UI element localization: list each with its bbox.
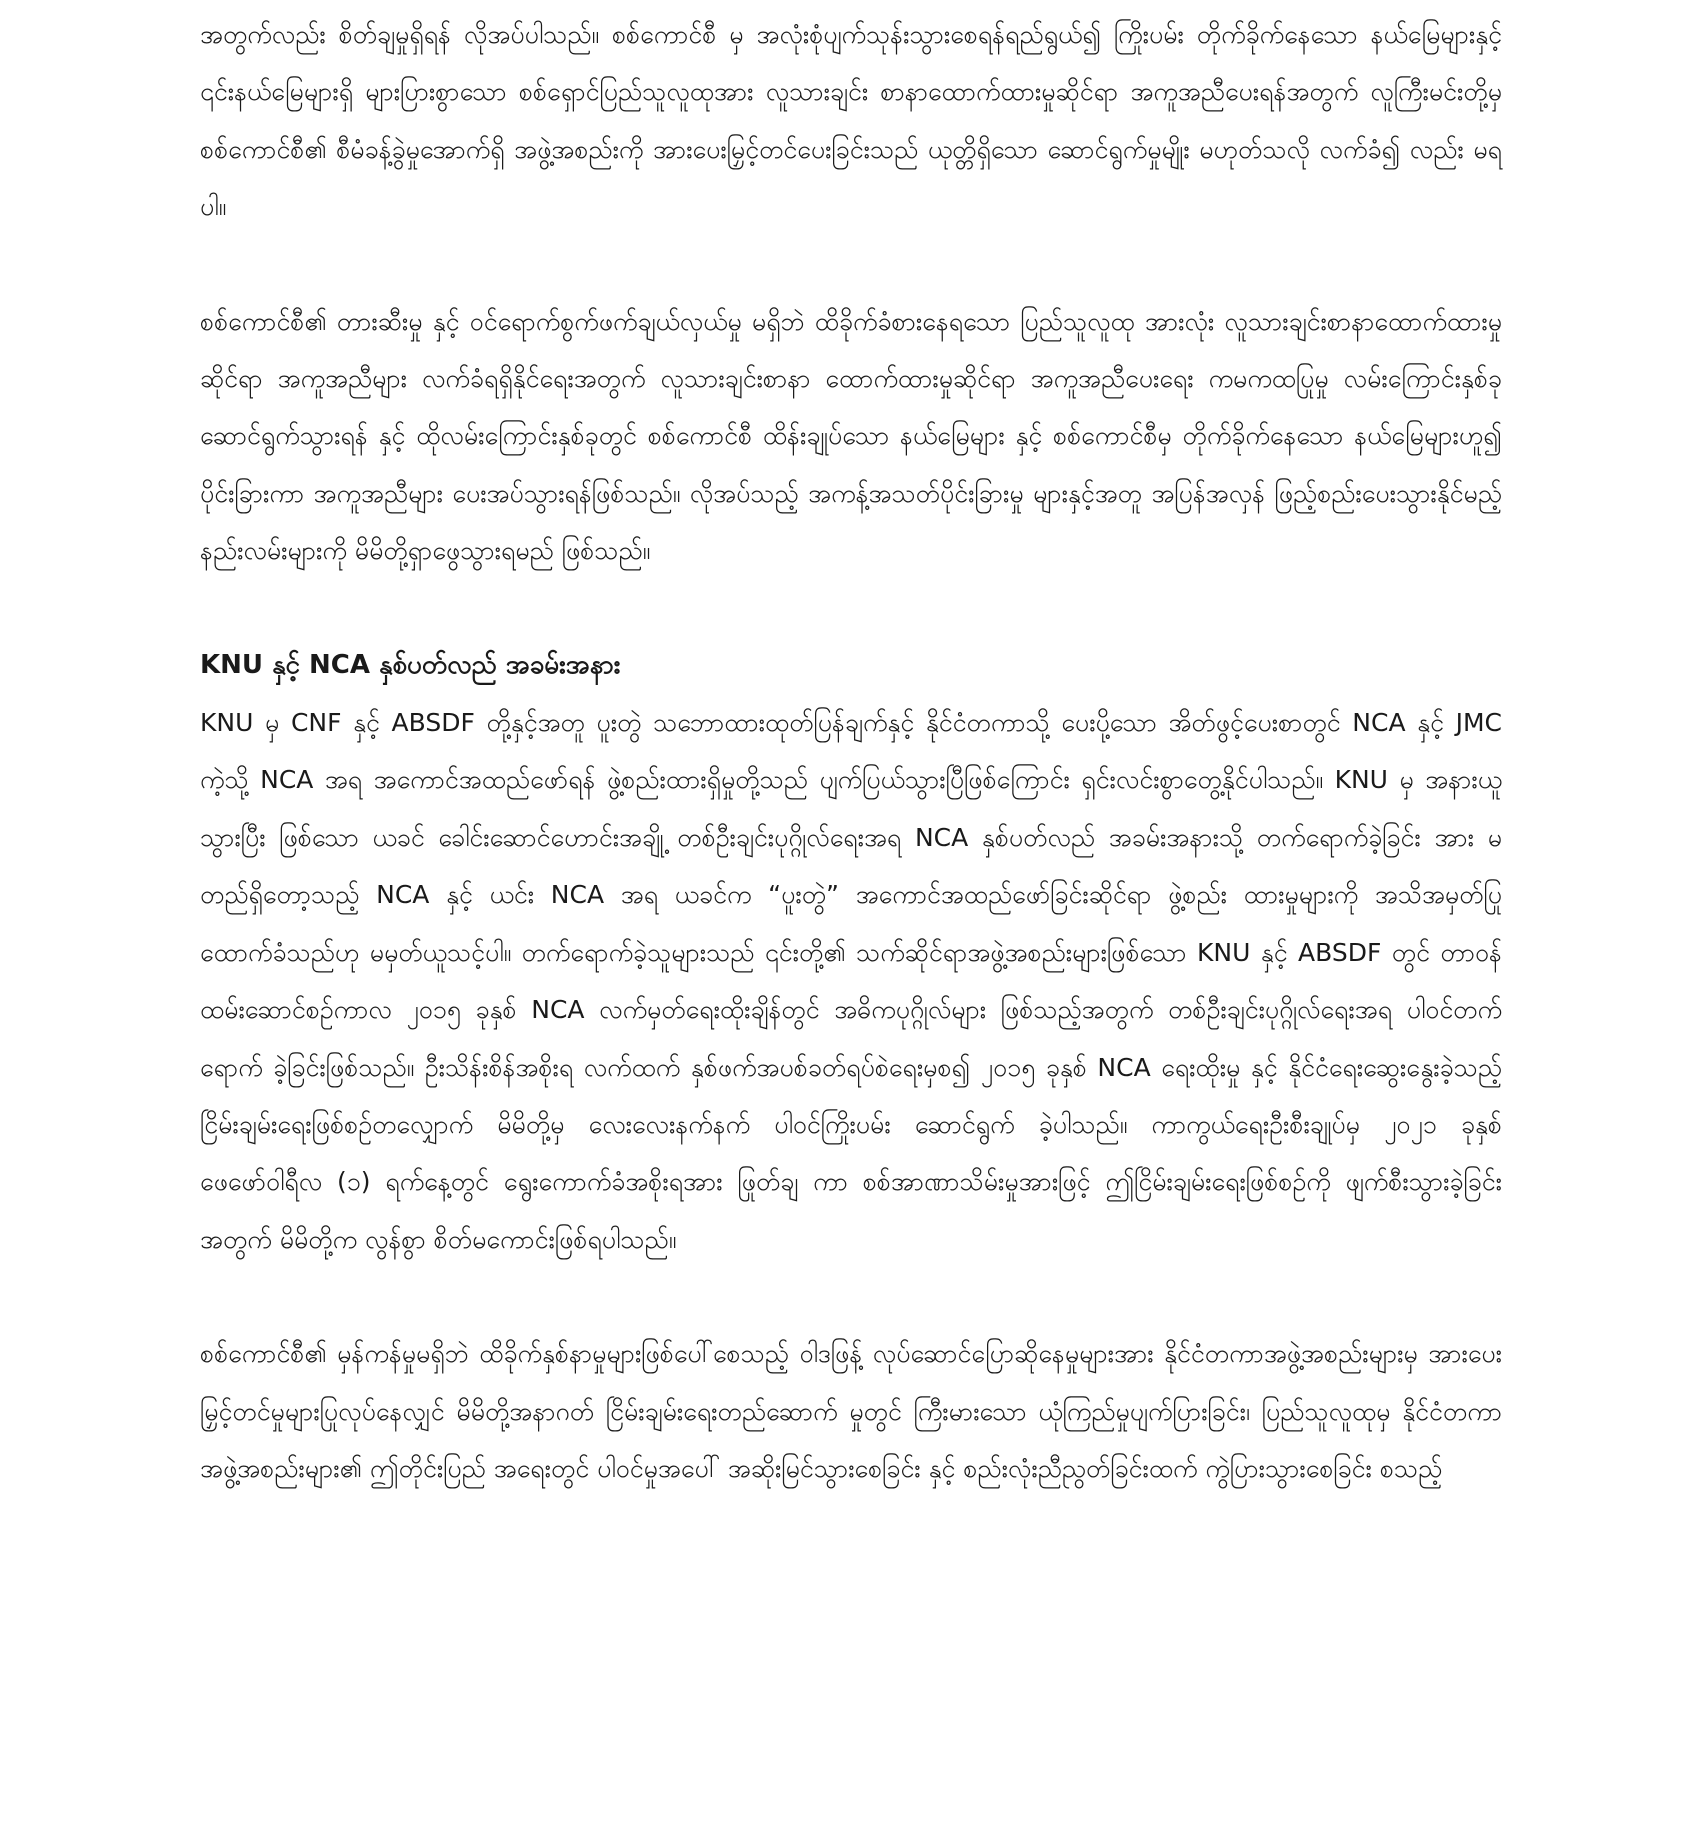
body-paragraph: KNU မှ CNF နှင့် ABSDF တို့နှင့်အတူ ပူးတွဲ သဘောထားထုတ်ပြန်ချက်နှင့် နိုင်ငံတကာသို့ ပေးပို့သော အိတ်ဖွင့်ပေးစာတွင် NCA နှင့် JMC ကဲ့သို့ NCA အရ အကောင်အထည်ဖော်ရန် ဖွဲ့စည်းထားရှိမှုတို့သည် ပျက်ပြယ်သွားပြီဖြစ်ကြောင်း ရှင်းလင်းစွာတွေ့နိုင်ပါသည်။ KNU မှ အနားယူသွားပြီး ဖြစ်သော ယခင် ခေါင်းဆောင်ဟောင်းအချို့ တစ်ဦးချင်းပုဂ္ဂိုလ်ရေးအရ NCA နှစ်ပတ်လည် အခမ်းအနားသို့ တက်ရောက်ခဲ့ခြင်း အား မတည်ရှိတော့သည့် NCA နှင့် ယင်း NCA အရ ယခင်က “ပူးတွဲ” အကောင်အထည်ဖော်ခြင်းဆိုင်ရာ ဖွဲ့စည်း ထားမှုများကို အသိအမှတ်ပြုထောက်ခံသည်ဟု မမှတ်ယူသင့်ပါ။ တက်ရောက်ခဲ့သူများသည် ၎င်းတို့၏ သက်ဆိုင်ရာအဖွဲ့အစည်းများဖြစ်သော KNU နှင့် ABSDF တွင် တာဝန်ထမ်းဆောင်စဉ်ကာလ ၂၀၁၅ ခုနှစ် NCA လက်မှတ်ရေးထိုးချိန်တွင် အဓိကပုဂ္ဂိုလ်များ ဖြစ်သည့်အတွက် တစ်ဦးချင်းပုဂ္ဂိုလ်ရေးအရ ပါဝင်တက်ရောက် ခဲ့ခြင်းဖြစ်သည်။ ဦးသိန်းစိန်အစိုးရ လက်ထက် နှစ်ဖက်အပစ်ခတ်ရပ်စဲရေးမှစ၍ ၂၀၁၅ ခုနှစ် NCA ရေးထိုးမှု နှင့် နိုင်ငံရေးဆွေးနွေးခဲ့သည့် ငြိမ်းချမ်းရေးဖြစ်စဉ်တလျှောက် မိမိတို့မှ လေးလေးနက်နက် ပါဝင်ကြိုးပမ်း ဆောင်ရွက် ခဲ့ပါသည်။ ကာကွယ်ရေးဦးစီးချုပ်မှ ၂၀၂၁ ခုနှစ် ဖေဖော်ဝါရီလ (၁) ရက်နေ့တွင် ရွေးကောက်ခံအစိုးရအား ဖြုတ်ချ ကာ စစ်အာဏာသိမ်းမှုအားဖြင့် ဤငြိမ်းချမ်းရေးဖြစ်စဉ်ကို ဖျက်စီးသွားခဲ့ခြင်းအတွက် မိမိတို့က လွန်စွာ စိတ်မကောင်းဖြစ်ရပါသည်။ — [200, 708, 1502, 1254]
section-heading: KNU နှင့် NCA နှစ်ပတ်လည် အခမ်းအနား — [200, 649, 621, 680]
body-paragraph: စစ်ကောင်စီ၏ မှန်ကန်မှုမရှိဘဲ ထိခိုက်နှစ်နာမှုများဖြစ်ပေါ်စေသည့် ဝါဒဖြန့် လုပ်ဆောင်ပြောဆိုနေမှုများအား နိုင်ငံတကာအဖွဲ့အစည်းများမှ အားပေးမြှင့်တင်မှုများပြုလုပ်နေလျှင် မိမိတို့အနာဂတ် ငြိမ်းချမ်းရေးတည်ဆောက် မှုတွင် ကြီးမားသော ယုံကြည်မှုပျက်ပြားခြင်း၊ ပြည်သူလူထုမှ နိုင်ငံတကာအဖွဲ့အစည်းများ၏ ဤတိုင်းပြည် အရေးတွင် ပါဝင်မှုအပေါ် အဆိုးမြင်သွားစေခြင်း နှင့် စည်းလုံးညီညွတ်ခြင်းထက် ကွဲပြားသွားစေခြင်း စသည့် — [200, 1339, 1502, 1483]
body-paragraph: စစ်ကောင်စီ၏ တားဆီးမှု နှင့် ဝင်ရောက်စွက်ဖက်ချယ်လှယ်မှု မရှိဘဲ ထိခိုက်ခံစားနေရသော ပြည်သူလူထု အားလုံး လူသားချင်းစာနာထောက်ထားမှုဆိုင်ရာ အကူအညီများ လက်ခံရရှိနိုင်ရေးအတွက် လူသားချင်းစာနာ ထောက်ထားမှုဆိုင်ရာ အကူအညီပေးရေး ကမကထပြုမှု လမ်းကြောင်းနှစ်ခု ဆောင်ရွက်သွားရန် နှင့် ထိုလမ်းကြောင်းနှစ်ခုတွင် စစ်ကောင်စီ ထိန်းချုပ်သော နယ်မြေများ နှင့် စစ်ကောင်စီမှ တိုက်ခိုက်နေသော နယ်မြေများဟူ၍ ပိုင်းခြားကာ အကူအညီများ ပေးအပ်သွားရန်ဖြစ်သည်။ လိုအပ်သည့် အကန့်အသတ်ပိုင်းခြားမှု များနှင့်အတူ အပြန်အလှန် ဖြည့်စည်းပေးသွားနိုင်မည့် နည်းလမ်းများကို မိမိတို့ရှာဖွေသွားရမည် ဖြစ်သည်။ — [200, 306, 1502, 566]
body-paragraph: အတွက်လည်း စိတ်ချမှုရှိရန် လိုအပ်ပါသည်။ စစ်ကောင်စီ မှ အလုံးစုံပျက်သုန်းသွားစေရန်ရည်ရွယ်၍ ကြိုးပမ်း တိုက်ခိုက်နေသော နယ်မြေများနှင့် ၎င်းနယ်မြေများရှိ များပြားစွာသော စစ်ရှောင်ပြည်သူလူထုအား လူသားချင်း စာနာထောက်ထားမှုဆိုင်ရာ အကူအညီပေးရန်အတွက် လူကြီးမင်းတို့မှ စစ်ကောင်စီ၏ စီမံခန့်ခွဲမှုအောက်ရှိ အဖွဲ့အစည်းကို အားပေးမြှင့်တင်ပေးခြင်းသည် ယုတ္တိရှိသော ဆောင်ရွက်မှုမျိုး မဟုတ်သလို လက်ခံ၍ လည်း မရပါ။ — [200, 20, 1502, 222]
document-page — [200, 6, 1502, 1497]
